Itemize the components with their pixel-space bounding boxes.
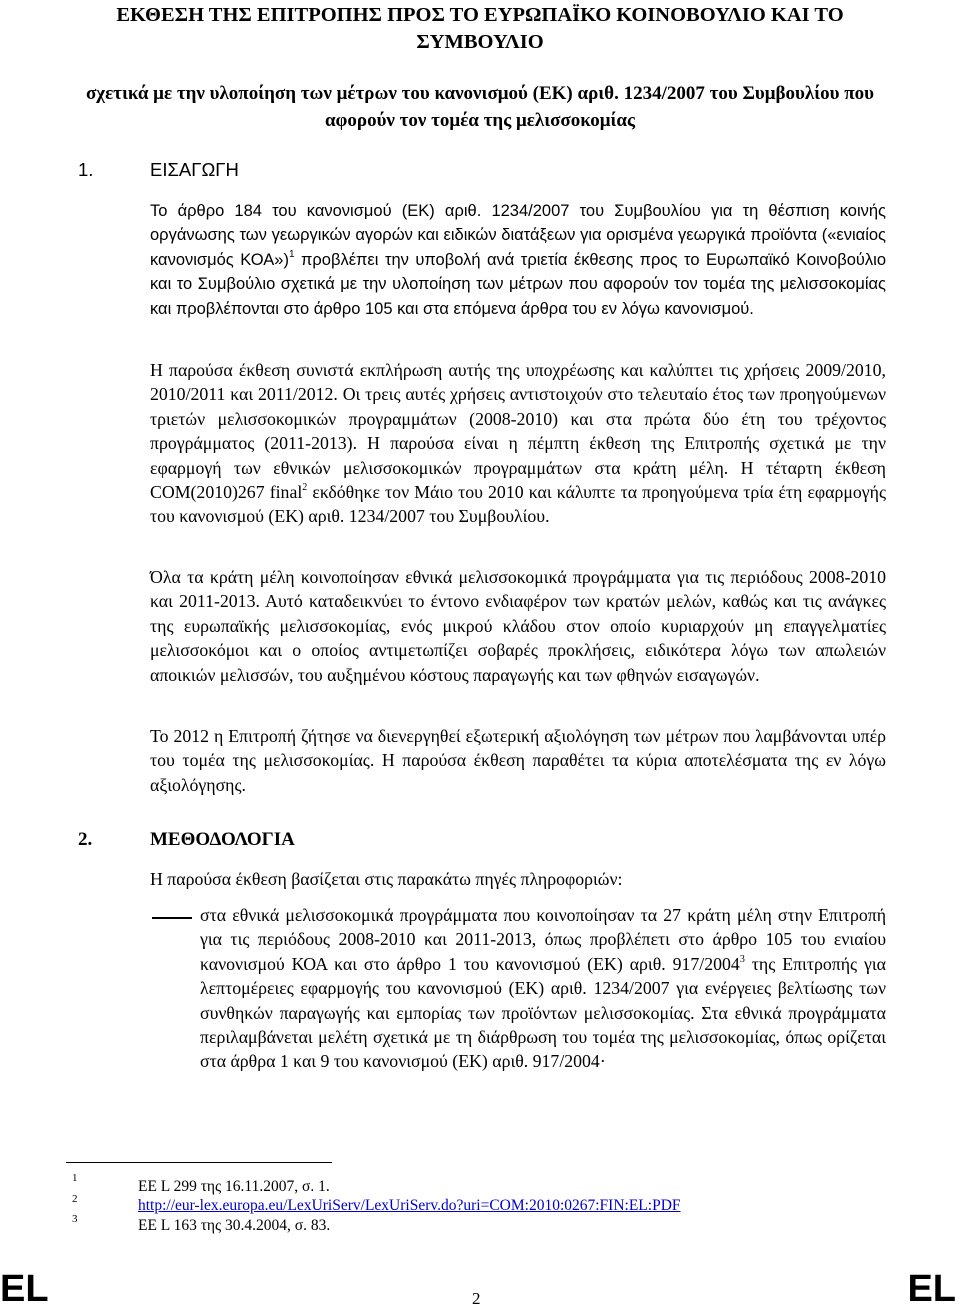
bullet-text: στα εθνικά μελισσοκομικά προγράμματα που κοινοποίησαν τα 27 κράτη μέλη στην Επιτροπή για τις περιόδους 2008-2010 και 2011-2013, όπως προβλέπετι στο άρθρο 105 του ενιαίου κανονισμού ΚΟΑ και στο άρθρο 1 του κανονισμού (ΕΚ) αριθ. 917/2004 bbox=[200, 905, 886, 974]
section-1-number: 1. bbox=[78, 159, 94, 180]
paragraph-text: Η παρούσα έκθεση συνιστά εκπλήρωση αυτής της υποχρέωσης και καλύπτει τις χρήσεις 2009/2010, 2010/2011 και 2011/2012. Οι τρεις αυτές χρήσεις αντιστοιχούν στο τελευταίο έτος των προηγούμενων τριετών μελισσοκομικών προγραμμάτων (2008-2010) και στα πρώτα δύο έτη του τρέχοντος προγράμματος (2011-2013). Η παρούσα είναι η πέμπτη έκθεση της Επιτροπής σχετικά με την εφαρμογή των εθνικών μελισσοκομικών προγραμμάτων στα κράτη μέλη. Η τέταρτη έκθεση COM(2010)267 final bbox=[150, 360, 886, 503]
methodology-intro bbox=[150, 867, 886, 891]
paragraph-text: Η παρούσα έκθεση βασίζεται στις παρακάτω πηγές πληροφοριών: bbox=[150, 869, 623, 889]
intro-paragraph-2 bbox=[150, 358, 886, 529]
paragraph-text: Το άρθρο 184 του κανονισμού (ΕΚ) αριθ. 1234/2007 του Συμβουλίου για τη θέσπιση κοινής οργάνωσης των γεωργικών αγορών και ειδικών διατάξεων για ορισμένα γεωργικά προϊόντα («ενιαίος κανονισμός ΚΟΑ») bbox=[150, 202, 886, 269]
section-1-heading bbox=[78, 159, 239, 181]
footnote-1: ΕΕ L 299 της 16.11.2007, σ. 1. bbox=[138, 1178, 330, 1195]
footnote-ref-3: 3 bbox=[739, 953, 745, 965]
paragraph-text: εκδόθηκε τον Μάιο του 2010 και κάλυπτε τα προηγούμενα τρία έτη εφαρμογής του κανονισμού (ΕΚ) αριθ. 1234/2007 του Συμβουλίου. bbox=[150, 482, 886, 527]
section-2-number: 2. bbox=[78, 829, 93, 850]
section-2-heading bbox=[78, 829, 295, 851]
footnote-separator bbox=[66, 1162, 332, 1163]
intro-paragraph-4 bbox=[150, 724, 886, 797]
methodology-bullet-1 bbox=[200, 903, 886, 1074]
page-number: 2 bbox=[472, 1289, 481, 1308]
bullet-dash bbox=[152, 917, 192, 919]
footnote-2-link[interactable]: http://eur-lex.europa.eu/LexUriServ/LexUriServ.do?uri=COM:2010:0267:FIN:EL:PDF bbox=[138, 1197, 681, 1214]
footnote-ref-2: 2 bbox=[302, 482, 308, 494]
footnote-number-1: 1 bbox=[72, 1172, 78, 1184]
paragraph-text: προβλέπει την υποβολή ανά τριετία έκθεσης προς το Ευρωπαϊκό Κοινοβούλιο και το Συμβούλιο σχετικά με την υλοποίηση των μέτρων που αφορούν τον τομέα της μελισσοκομίας και προβλέπονται στο άρθρο 105 και στα επόμενα άρθρα του εν λόγω κανονισμού. bbox=[150, 250, 886, 318]
footnote-number-3: 3 bbox=[72, 1213, 78, 1225]
intro-paragraph-3 bbox=[150, 565, 886, 687]
footnote-number-2: 2 bbox=[72, 1193, 78, 1205]
language-code-left: EL bbox=[0, 1268, 49, 1310]
bullet-text: της Επιτροπής για λεπτομέρειες εφαρμογής του κανονισμού (ΕΚ) αριθ. 1234/2007 για ενέργειες βελτίωσης των συνθηκών παραγωγής και εμπορίας των προϊόντων μελισσοκομίας. Στα εθνικά προγράμματα περιλαμβάνεται μελέτη σχετικά με τη διάρθρωση του τομέα της μελισσοκομίας, όπως ορίζεται στα άρθρα 1 και 9 του κανονισμού (ΕΚ) αριθ. 917/2004· bbox=[200, 953, 886, 1072]
document-title: ΕΚΘΕΣΗ ΤΗΣ ΕΠΙΤΡΟΠΗΣ ΠΡΟΣ ΤΟ ΕΥΡΩΠΑΪΚΟ ΚΟΙΝΟΒΟΥΛΙΟ ΚΑΙ ΤΟ ΣΥΜΒΟΥΛΙΟ bbox=[116, 4, 844, 53]
intro-paragraph-1 bbox=[150, 199, 886, 321]
document-subtitle: σχετικά με την υλοποίηση των μέτρων του κανονισμού (ΕΚ) αριθ. 1234/2007 του Συμβουλίου που αφορούν τον τομέα της μελισσοκομίας bbox=[85, 83, 875, 131]
paragraph-text: Όλα τα κράτη μέλη κοινοποίησαν εθνικά μελισσοκομικά προγράμματα για τις περιόδους 2008-2010 και 2011-2013. Αυτό καταδεικνύει το έντονο ενδιαφέρον των κρατών μελών, καθώς και τις ανάγκες της ευρωπαϊκής μελισσοκομίας, ενός μικρού κλάδου στον οποίο κυριαρχούν μη επαγγελματίες μελισσοκόμοι και ο οποίος αντιμετωπίζει σοβαρές προκλήσεις, ειδικότερα λόγω των απωλειών αποικιών μελισσών, του αυξημένου κόστους παραγωγής και των φθηνών εισαγωγών. bbox=[150, 567, 886, 685]
section-2-title: ΜΕΘΟΔΟΛΟΓΙΑ bbox=[150, 829, 295, 850]
footnote-3: ΕΕ L 163 της 30.4.2004, σ. 83. bbox=[138, 1217, 331, 1234]
section-1-title: ΕΙΣΑΓΩΓΗ bbox=[150, 159, 239, 180]
paragraph-text: Το 2012 η Επιτροπή ζήτησε να διενεργηθεί εξωτερική αξιολόγηση των μέτρων που λαμβάνονται υπέρ του τομέα της μελισσοκομίας. Η παρούσα έκθεση παραθέτει τα κύρια αποτελέσματα της εν λόγω αξιολόγησης. bbox=[150, 726, 886, 795]
language-code-right: EL bbox=[907, 1268, 956, 1310]
footnote-ref-1: 1 bbox=[288, 248, 295, 260]
